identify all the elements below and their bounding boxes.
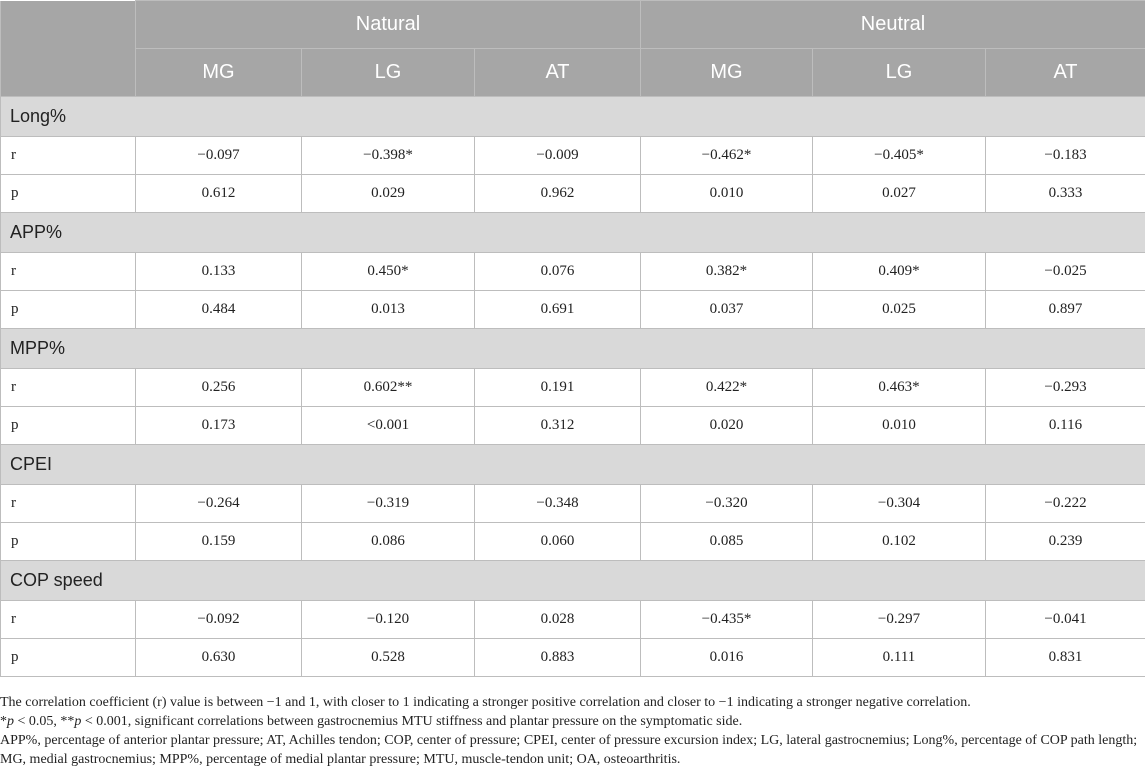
table-cell: −0.009 [475, 137, 641, 175]
table-cell: 0.239 [986, 523, 1145, 561]
table-cell: 0.256 [136, 369, 302, 407]
table-cell: 0.116 [986, 407, 1145, 445]
section-title: APP% [1, 213, 1145, 253]
section-title: CPEI [1, 445, 1145, 485]
footnote-abbreviations: APP%, percentage of anterior plantar pressure; AT, Achilles tendon; COP, center of pressure; CPEI, center of pressure excursion index; LG, lateral gastrocnemius; Long%, percentage of COP path length; MG, medial gastrocnemius; MPP%, percentage of medial plantar pressure; MTU, muscle-tendon unit; OA, osteoarthritis. [0, 733, 1138, 767]
header-col-natural-mg: MG [136, 49, 302, 97]
row-label: r [1, 137, 136, 175]
table-row [1, 601, 1145, 639]
table-cell: −0.320 [641, 485, 813, 523]
table-cell: 0.883 [475, 639, 641, 677]
table-footnotes [0, 693, 1145, 769]
table-cell: 0.463* [813, 369, 986, 407]
table-cell: 0.060 [475, 523, 641, 561]
table-cell: 0.382* [641, 253, 813, 291]
table-cell: 0.010 [813, 407, 986, 445]
table-cell: −0.293 [986, 369, 1145, 407]
header-column-row [1, 49, 1145, 97]
table-cell: −0.222 [986, 485, 1145, 523]
table-cell: −0.304 [813, 485, 986, 523]
table-cell: −0.025 [986, 253, 1145, 291]
header-col-natural-lg: LG [302, 49, 475, 97]
table-cell: 0.484 [136, 291, 302, 329]
table-body [1, 97, 1145, 677]
table-cell: −0.297 [813, 601, 986, 639]
table-cell: 0.010 [641, 175, 813, 213]
table-cell: −0.398* [302, 137, 475, 175]
row-label: r [1, 253, 136, 291]
table-cell: −0.435* [641, 601, 813, 639]
section-header-row [1, 97, 1145, 137]
footnote-significance: *p < 0.05, **p < 0.001, significant correlations between gastrocnemius MTU stiffness and plantar pressure on the symptomatic side. [0, 714, 743, 729]
table-cell: 0.450* [302, 253, 475, 291]
section-title: MPP% [1, 329, 1145, 369]
table-cell: 0.528 [302, 639, 475, 677]
header-group-natural: Natural [136, 1, 641, 49]
footnote-correlation-range: The correlation coefficient (r) value is between −1 and 1, with closer to 1 indicating a stronger positive correlation and closer to −1 indicating a stronger negative correlation. [0, 695, 971, 710]
table-cell: 0.691 [475, 291, 641, 329]
table-cell: 0.897 [986, 291, 1145, 329]
row-label: p [1, 291, 136, 329]
row-label: p [1, 639, 136, 677]
row-label: p [1, 523, 136, 561]
header-col-neutral-at: AT [986, 49, 1145, 97]
table-cell: <0.001 [302, 407, 475, 445]
table-row [1, 639, 1145, 677]
header-corner [1, 1, 136, 97]
table-cell: 0.191 [475, 369, 641, 407]
table-cell: 0.037 [641, 291, 813, 329]
table-cell: 0.086 [302, 523, 475, 561]
table-cell: 0.027 [813, 175, 986, 213]
table-cell: −0.183 [986, 137, 1145, 175]
table-cell: −0.264 [136, 485, 302, 523]
row-label: r [1, 485, 136, 523]
section-header-row [1, 329, 1145, 369]
table-row [1, 407, 1145, 445]
header-group-neutral: Neutral [641, 1, 1145, 49]
table-cell: −0.041 [986, 601, 1145, 639]
table-cell: 0.602** [302, 369, 475, 407]
table-row [1, 137, 1145, 175]
table-cell: −0.097 [136, 137, 302, 175]
section-header-row [1, 561, 1145, 601]
table-cell: 0.111 [813, 639, 986, 677]
table-cell: −0.319 [302, 485, 475, 523]
section-header-row [1, 445, 1145, 485]
table-cell: 0.422* [641, 369, 813, 407]
table-row [1, 175, 1145, 213]
table-row [1, 523, 1145, 561]
header-col-neutral-mg: MG [641, 49, 813, 97]
section-header-row [1, 213, 1145, 253]
table-cell: 0.159 [136, 523, 302, 561]
table-cell: 0.085 [641, 523, 813, 561]
row-label: p [1, 407, 136, 445]
section-title: Long% [1, 97, 1145, 137]
table-cell: −0.462* [641, 137, 813, 175]
table-cell: 0.962 [475, 175, 641, 213]
table-cell: 0.312 [475, 407, 641, 445]
header-col-neutral-lg: LG [813, 49, 986, 97]
table-cell: 0.831 [986, 639, 1145, 677]
table-cell: 0.409* [813, 253, 986, 291]
table-row [1, 291, 1145, 329]
row-label: r [1, 601, 136, 639]
row-label: p [1, 175, 136, 213]
row-label: r [1, 369, 136, 407]
table-cell: 0.333 [986, 175, 1145, 213]
table-cell: −0.092 [136, 601, 302, 639]
table-cell: 0.630 [136, 639, 302, 677]
table-cell: −0.120 [302, 601, 475, 639]
table-cell: −0.405* [813, 137, 986, 175]
table-cell: 0.016 [641, 639, 813, 677]
table-cell: 0.102 [813, 523, 986, 561]
table-row [1, 485, 1145, 523]
table-cell: 0.013 [302, 291, 475, 329]
table-cell: 0.020 [641, 407, 813, 445]
table-cell: 0.076 [475, 253, 641, 291]
table-cell: 0.133 [136, 253, 302, 291]
table-cell: −0.348 [475, 485, 641, 523]
table-cell: 0.029 [302, 175, 475, 213]
table-row [1, 253, 1145, 291]
header-col-natural-at: AT [475, 49, 641, 97]
table-cell: 0.028 [475, 601, 641, 639]
section-title: COP speed [1, 561, 1145, 601]
table-cell: 0.025 [813, 291, 986, 329]
header-group-row [1, 1, 1145, 49]
table-cell: 0.173 [136, 407, 302, 445]
table-row [1, 369, 1145, 407]
table-cell: 0.612 [136, 175, 302, 213]
